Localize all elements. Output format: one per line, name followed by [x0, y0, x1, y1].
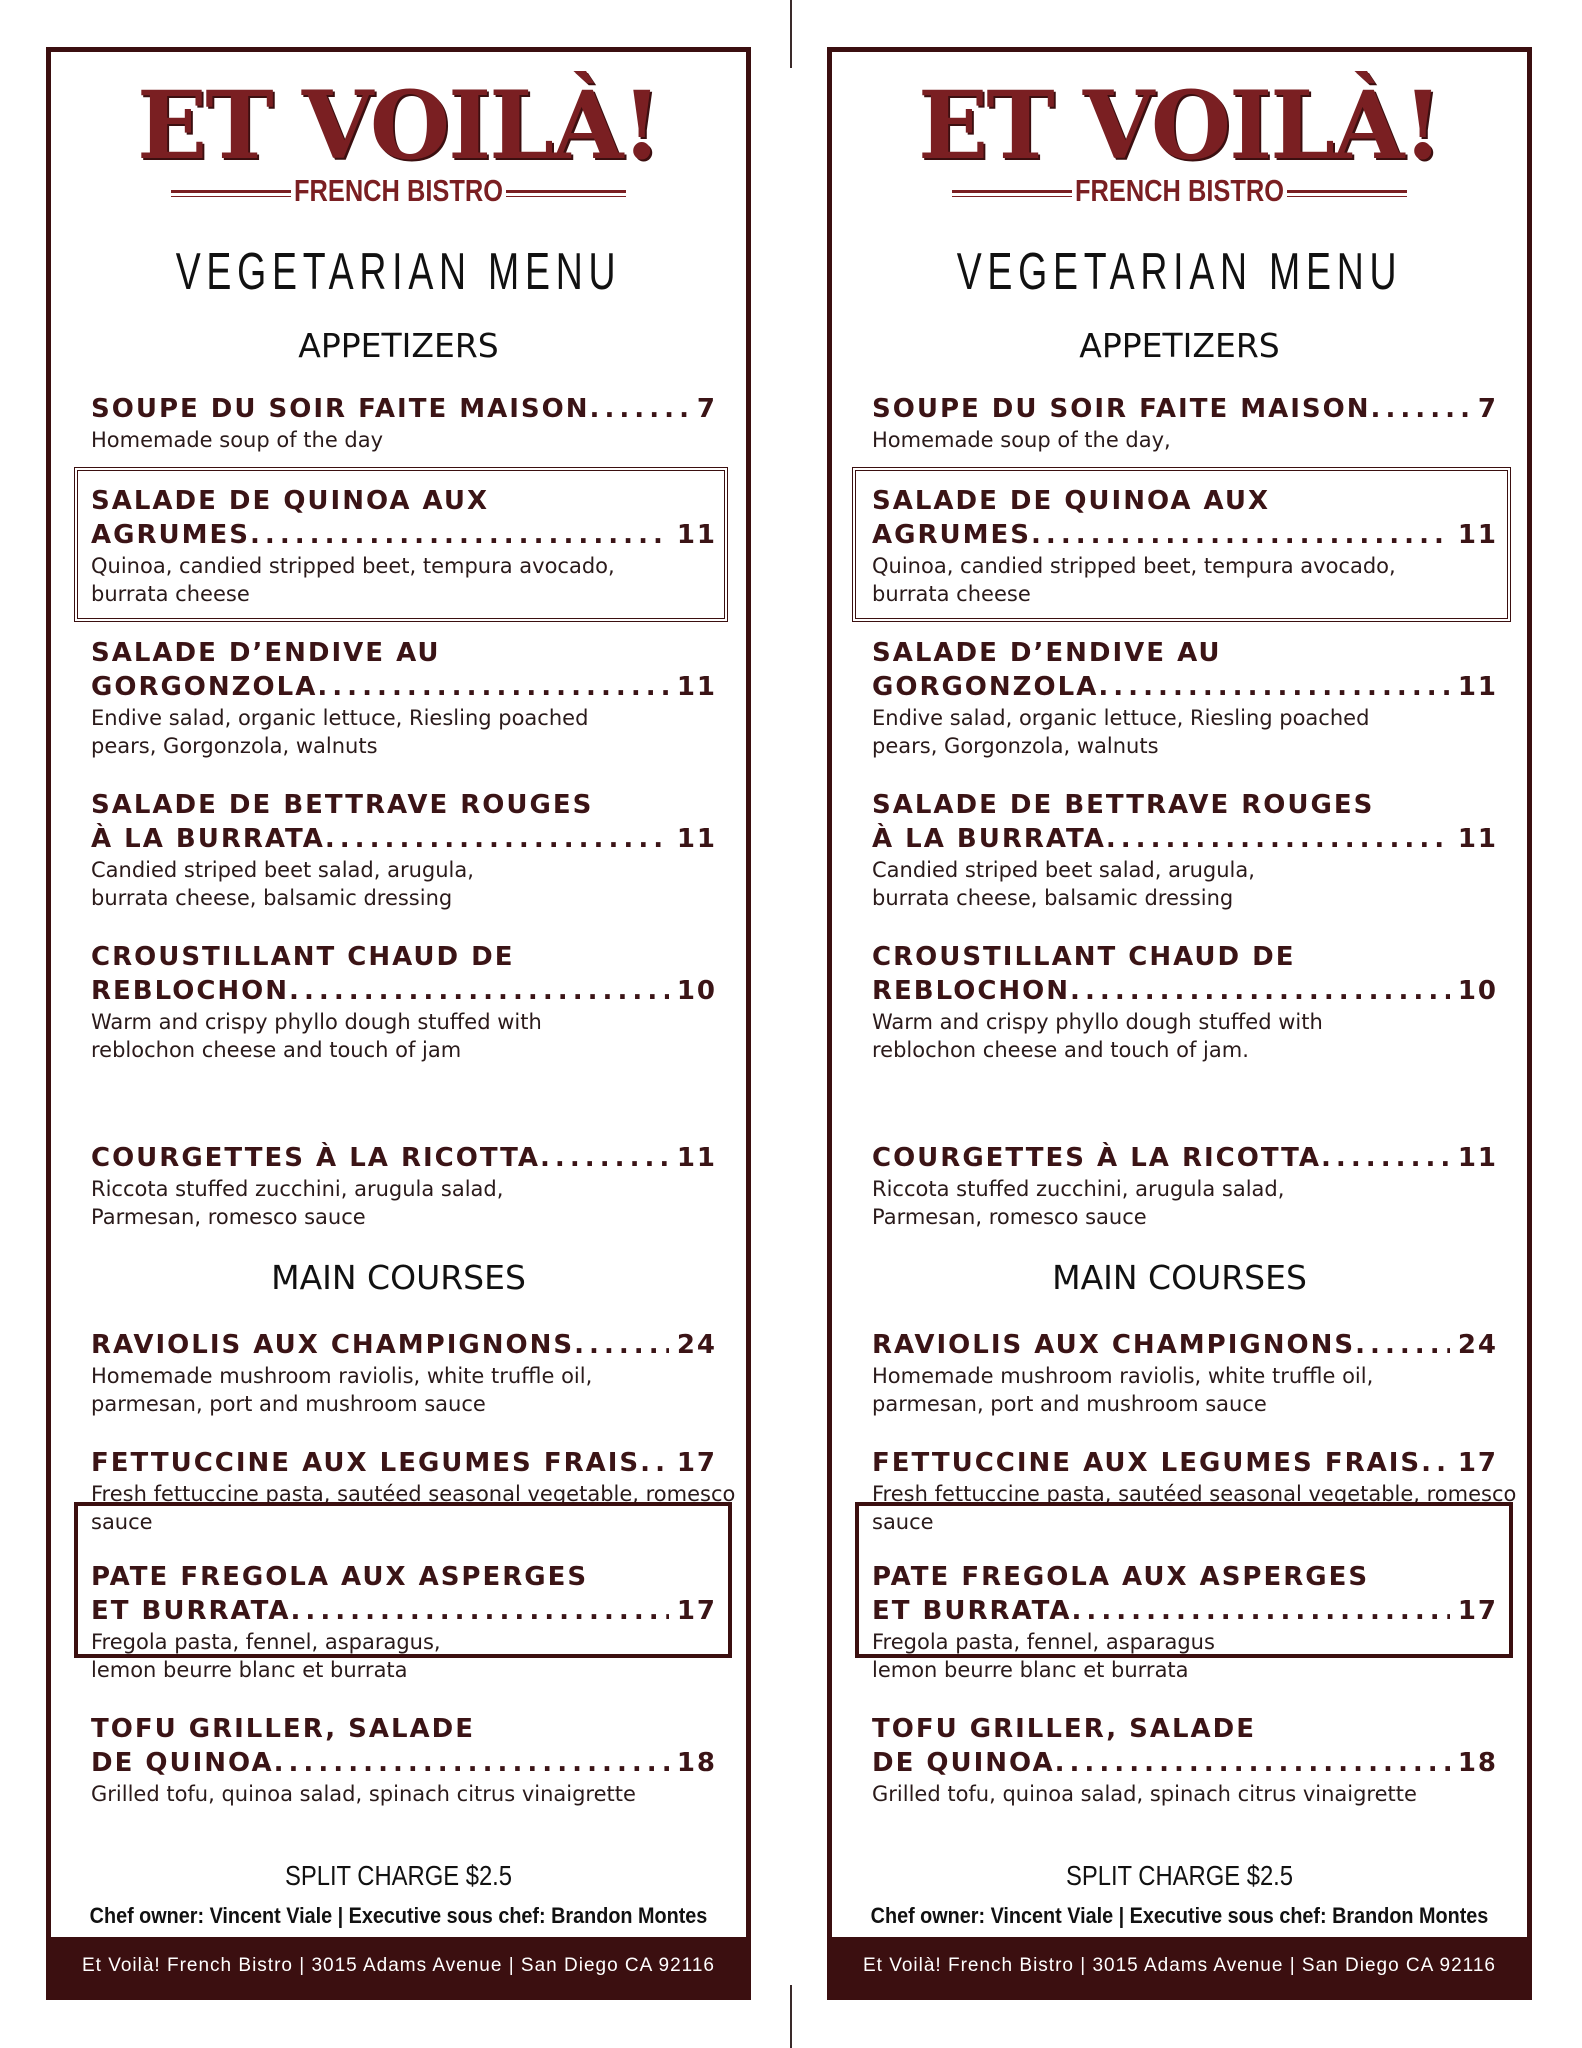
logo-title: ET VOILÀ!	[917, 71, 1442, 181]
section-title-appetizers: APPETIZERS	[1079, 326, 1280, 365]
menu-item: TOFU GRILLER, SALADE DE QUINOA . . . 18 Grilled tofu, quinoa salad, spinach citrus vinaigrette	[91, 1712, 717, 1808]
menu-item: CROUSTILLANT CHAUD DE REBLOCHON . . . 10 Warm and crispy phyllo dough stuffed with reblochon cheese and touch of jam.	[872, 940, 1498, 1064]
cut-line-bottom	[790, 1985, 792, 2048]
price: 17	[1457, 1596, 1498, 1626]
logo-subtitle: FRENCH BISTRO	[1074, 173, 1284, 208]
price: 24	[676, 1330, 717, 1360]
menu-item: SOUPE DU SOIR FAITE MAISON . . . 7 Homemade soup of the day	[91, 392, 717, 454]
item-description: Homemade soup of the day	[91, 428, 384, 452]
price: 10	[1457, 976, 1498, 1006]
menu-item: SALADE D’ENDIVE AU GORGONZOLA . . . 11 Endive salad, organic lettuce, Riesling poached pears, Gorgonzola, walnuts	[872, 636, 1498, 760]
menu-item: RAVIOLIS AUX CHAMPIGNONS . . . 24 Homemade mushroom raviolis, white truffle oil, parmesan, port and mushroom sauce	[91, 1328, 717, 1418]
price: 18	[1457, 1748, 1498, 1778]
item-description: Homemade soup of the day,	[872, 428, 1171, 452]
logo	[832, 71, 1527, 228]
menu-item: COURGETTES À LA RICOTTA . . . 11 Riccota stuffed zucchini, arugula salad, Parmesan, romesco sauce	[872, 1141, 1498, 1231]
menu-item: SALADE DE BETTRAVE ROUGES À LA BURRATA . . . 11 Candied striped beet salad, arugula, burrata cheese, balsamic dressing	[91, 788, 717, 912]
section-title-appetizers: APPETIZERS	[298, 326, 499, 365]
price: 7	[1477, 394, 1498, 424]
logo	[51, 71, 746, 228]
price: 11	[676, 672, 717, 702]
footer-address: Et Voilà! French Bistro | 3015 Adams Avenue | San Diego CA 92116	[51, 1937, 746, 1995]
logo-rule-right	[1287, 190, 1407, 193]
menu-item: RAVIOLIS AUX CHAMPIGNONS . . . 24 Homemade mushroom raviolis, white truffle oil, parmesan, port and mushroom sauce	[872, 1328, 1498, 1418]
section-title-main: MAIN COURSES	[271, 1258, 526, 1297]
menu-item: SALADE DE QUINOA AUX AGRUMES . . . 11 Quinoa, candied stripped beet, tempura avocado, burrata cheese	[91, 484, 717, 608]
logo-subtitle: FRENCH BISTRO	[293, 173, 503, 208]
price: 17	[676, 1448, 717, 1478]
price: 11	[1457, 672, 1498, 702]
chef-credits: Chef owner: Vincent Viale | Executive sous chef: Brandon Montes	[89, 1903, 708, 1928]
menu-item: PATE FREGOLA AUX ASPERGES ET BURRATA . . . 17 Fregola pasta, fennel, asparagus lemon beurre blanc et burrata	[872, 1560, 1498, 1684]
price: 18	[676, 1748, 717, 1778]
cut-line-top	[790, 0, 792, 68]
price: 7	[696, 394, 717, 424]
price: 17	[1457, 1448, 1498, 1478]
price: 11	[1457, 1143, 1498, 1173]
menu-item: CROUSTILLANT CHAUD DE REBLOCHON . . . 10 Warm and crispy phyllo dough stuffed with reblochon cheese and touch of jam	[91, 940, 717, 1064]
menu-item: PATE FREGOLA AUX ASPERGES ET BURRATA . . . 17 Fregola pasta, fennel, asparagus, lemon beurre blanc et burrata	[91, 1560, 717, 1684]
logo-title: ET VOILÀ!	[136, 71, 661, 181]
section-title-main: MAIN COURSES	[1052, 1258, 1307, 1297]
menu-title: VEGETARIAN MENU	[956, 243, 1403, 301]
price: 11	[1457, 824, 1498, 854]
menu-item: SALADE D’ENDIVE AU GORGONZOLA . . . 11 Endive salad, organic lettuce, Riesling poached pears, Gorgonzola, walnuts	[91, 636, 717, 760]
price: 11	[1457, 520, 1498, 550]
menu-item: SALADE DE QUINOA AUX AGRUMES . . . 11 Quinoa, candied stripped beet, tempura avocado, burrata cheese	[872, 484, 1498, 608]
menu-item: FETTUCCINE AUX LEGUMES FRAIS . . . 17 Fresh fettuccine pasta, sautéed seasonal vegetable, romesco sauce	[872, 1446, 1498, 1536]
menu-item: SALADE DE BETTRAVE ROUGES À LA BURRATA . . . 11 Candied striped beet salad, arugula, burrata cheese, balsamic dressing	[872, 788, 1498, 912]
chef-credits: Chef owner: Vincent Viale | Executive sous chef: Brandon Montes	[870, 1903, 1489, 1928]
logo-rule-right	[506, 190, 626, 193]
menu-title: VEGETARIAN MENU	[175, 243, 622, 301]
price: 17	[676, 1596, 717, 1626]
price: 24	[1457, 1330, 1498, 1360]
price: 11	[676, 520, 717, 550]
menu-panel-left	[46, 47, 751, 2000]
menu-panel-right	[827, 47, 1532, 2000]
menu-item: COURGETTES À LA RICOTTA . . . 11 Riccota stuffed zucchini, arugula salad, Parmesan, romesco sauce	[91, 1141, 717, 1231]
price: 10	[676, 976, 717, 1006]
footer-address: Et Voilà! French Bistro | 3015 Adams Avenue | San Diego CA 92116	[832, 1937, 1527, 1995]
menu-item: TOFU GRILLER, SALADE DE QUINOA . . . 18 Grilled tofu, quinoa salad, spinach citrus vinaigrette	[872, 1712, 1498, 1808]
split-charge: SPLIT CHARGE $2.5	[284, 1860, 513, 1891]
price: 11	[676, 824, 717, 854]
split-charge: SPLIT CHARGE $2.5	[1065, 1860, 1294, 1891]
menu-item: FETTUCCINE AUX LEGUMES FRAIS . . . 17 Fresh fettuccine pasta, sautéed seasonal vegetable, romesco sauce	[91, 1446, 717, 1536]
price: 11	[676, 1143, 717, 1173]
menu-item: SOUPE DU SOIR FAITE MAISON . . . 7 Homemade soup of the day,	[872, 392, 1498, 454]
